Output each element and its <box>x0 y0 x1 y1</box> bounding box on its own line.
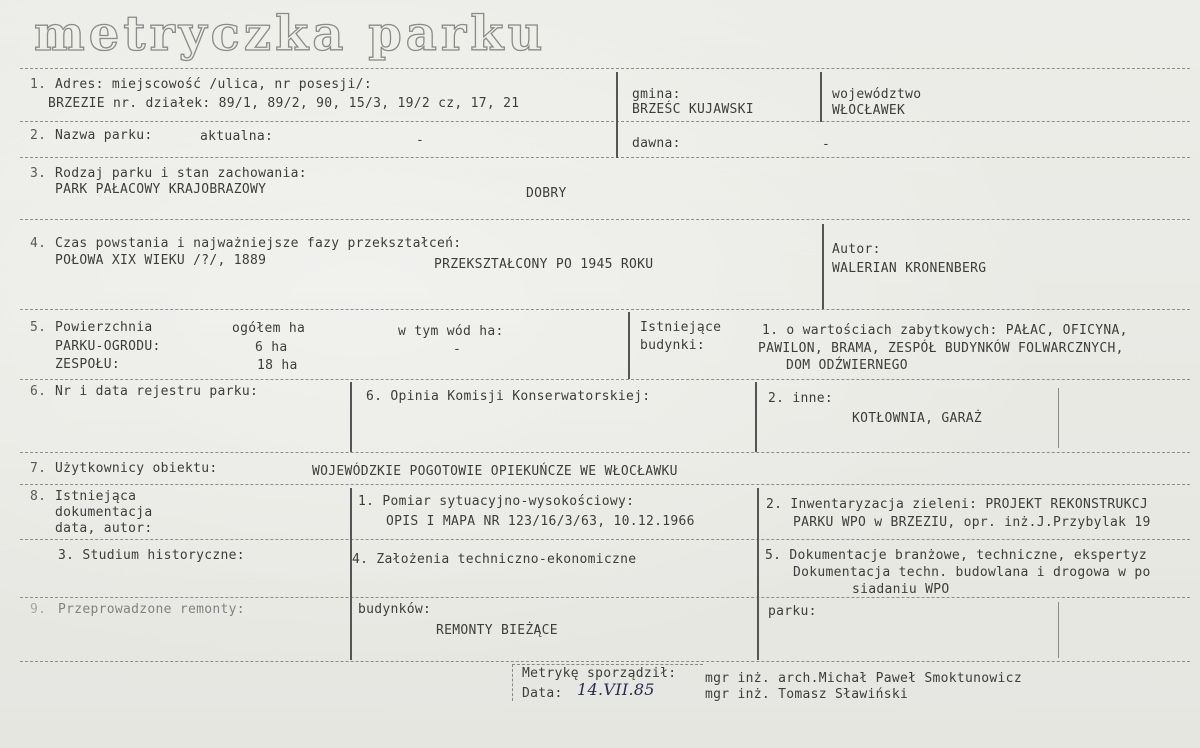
divider <box>20 539 1190 540</box>
building-repairs-value: REMONTY BIEŻĄCE <box>436 623 558 638</box>
history-label: Czas powstania i najważniejsze fazy przekształceń: <box>55 236 462 251</box>
date-value: 14.VII.85 <box>577 680 655 699</box>
voivodeship-label: województwo <box>832 87 922 102</box>
divider <box>20 597 1190 598</box>
branch-docs-label: 5. Dokumentacje branżowe, techniczne, ekspertyz <box>765 548 1147 563</box>
address-value: BRZEZIE nr. działek: 89/1, 89/2, 90, 15/3, 19/2 cz, 17, 21 <box>48 96 520 111</box>
condition-value: DOBRY <box>526 186 567 201</box>
divider <box>20 484 1190 485</box>
divider <box>20 121 1190 122</box>
other-buildings-value: KOTŁOWNIA, GARAŻ <box>852 411 983 426</box>
building-repairs-label: budynków: <box>358 602 432 617</box>
voivodeship-value: WŁOCŁAWEK <box>832 103 906 118</box>
park-type-label: Rodzaj parku i stan zachowania: <box>55 166 307 181</box>
historic-buildings-2: PAWILON, BRAMA, ZESPÓŁ BUDYNKÓW FOLWARCZNYCH, <box>758 341 1124 356</box>
documentation-label: Istniejąca <box>55 489 137 504</box>
author-person-1: mgr inż. arch.Michał Paweł Smoktunowicz <box>705 671 1022 686</box>
divider <box>628 312 630 379</box>
divider <box>822 224 824 309</box>
buildings-label: Istniejące <box>640 320 722 335</box>
divider <box>20 452 1190 453</box>
divider <box>350 382 352 452</box>
divider <box>616 72 618 158</box>
historical-study-label: 3. Studium historyczne: <box>58 548 245 563</box>
divider <box>20 661 1190 662</box>
other-buildings-label: 2. inne: <box>768 391 834 406</box>
users-value: WOJEWÓDZKIE POGOTOWIE OPIEKUŃCZE WE WŁOCŁAWKU <box>312 464 678 479</box>
author-value: WALERIAN KRONENBERG <box>832 261 987 276</box>
water-area-value: - <box>453 342 462 357</box>
historic-buildings-1: 1. o wartościach zabytkowych: PAŁAC, OFICYNA, <box>762 323 1128 338</box>
divider <box>757 488 759 660</box>
divider <box>350 488 352 660</box>
section-number: 6. <box>30 384 47 399</box>
date-label: Data: <box>522 686 563 701</box>
documentation-label-2: dokumentacja <box>55 505 153 520</box>
park-name-label: Nazwa parku: <box>55 128 153 143</box>
branch-docs-value-2: siadaniu WPO <box>852 582 950 597</box>
section-number: 3. <box>30 166 47 181</box>
water-area-label: w tym wód ha: <box>398 324 504 339</box>
buildings-label-2: budynki: <box>640 338 706 353</box>
section-number: 1. <box>30 77 47 92</box>
section-number: 4. <box>30 236 47 251</box>
former-name-label: dawna: <box>632 136 681 151</box>
section-number: 5. <box>30 320 47 335</box>
park-type-value: PARK PAŁACOWY KRAJOBRAZOWY <box>55 182 267 197</box>
commission-opinion-label: 6. Opinia Komisji Konserwatorskiej: <box>366 389 651 404</box>
gmina-label: gmina: <box>632 87 681 102</box>
complex-area-label: ZESPOŁU: <box>55 357 121 372</box>
registry-label: Nr i data rejestru parku: <box>55 384 259 399</box>
users-label: Użytkownicy obiektu: <box>55 461 218 476</box>
greenery-inventory-value: PARKU WPO w BRZEZIU, opr. inż.J.Przybylak 19 <box>793 515 1151 530</box>
divider <box>820 72 822 122</box>
section-number: 8. <box>30 489 47 504</box>
section-number: 9. <box>30 602 47 617</box>
former-name-value: - <box>822 137 831 152</box>
address-label: Adres: miejscowość /ulica, nr posesji/: <box>55 77 372 92</box>
section-number: 7. <box>30 461 47 476</box>
history-value-2: PRZEKSZTAŁCONY PO 1945 ROKU <box>434 257 654 272</box>
author-person-2: mgr inż. Tomasz Sławiński <box>705 687 909 702</box>
technical-assumptions-label: 4. Założenia techniczno-ekonomiczne <box>352 552 637 567</box>
complex-area-value: 18 ha <box>257 358 298 373</box>
divider <box>20 379 1190 380</box>
area-label: Powierzchnia <box>55 320 153 335</box>
divider <box>20 68 1190 69</box>
park-area-label: PARKU-OGRODU: <box>55 339 161 354</box>
author-label: Autor: <box>832 242 881 257</box>
card-title: metryczka parku <box>34 6 547 62</box>
survey-label: 1. Pomiar sytuacyjno-wysokościowy: <box>358 494 635 509</box>
park-repairs-label: parku: <box>768 604 817 619</box>
current-name-label: aktualna: <box>200 129 274 144</box>
greenery-inventory-label: 2. Inwentaryzacja zieleni: PROJEKT REKONSTRUKCJ <box>766 497 1148 512</box>
prepared-by-label: Metrykę sporządził: <box>522 666 677 681</box>
total-ha-label: ogółem ha <box>232 321 306 336</box>
gmina-value: BRZEŚC KUJAWSKI <box>632 102 754 117</box>
current-name-value: - <box>416 133 425 148</box>
divider <box>755 382 757 452</box>
divider <box>1058 388 1059 448</box>
section-number: 2. <box>30 128 47 143</box>
repairs-label: Przeprowadzone remonty: <box>58 602 245 617</box>
documentation-label-3: data, autor: <box>55 521 153 536</box>
park-area-value: 6 ha <box>255 340 288 355</box>
divider <box>20 157 1190 158</box>
historic-buildings-3: DOM ODŹWIERNEGO <box>786 358 908 373</box>
history-value-1: POŁOWA XIX WIEKU /?/, 1889 <box>55 253 267 268</box>
divider <box>20 219 1190 220</box>
divider <box>20 309 1190 310</box>
branch-docs-value-1: Dokumentacja techn. budowlana i drogowa w po <box>793 565 1151 580</box>
survey-value: OPIS I MAPA NR 123/16/3/63, 10.12.1966 <box>386 514 695 529</box>
divider <box>1058 602 1059 658</box>
